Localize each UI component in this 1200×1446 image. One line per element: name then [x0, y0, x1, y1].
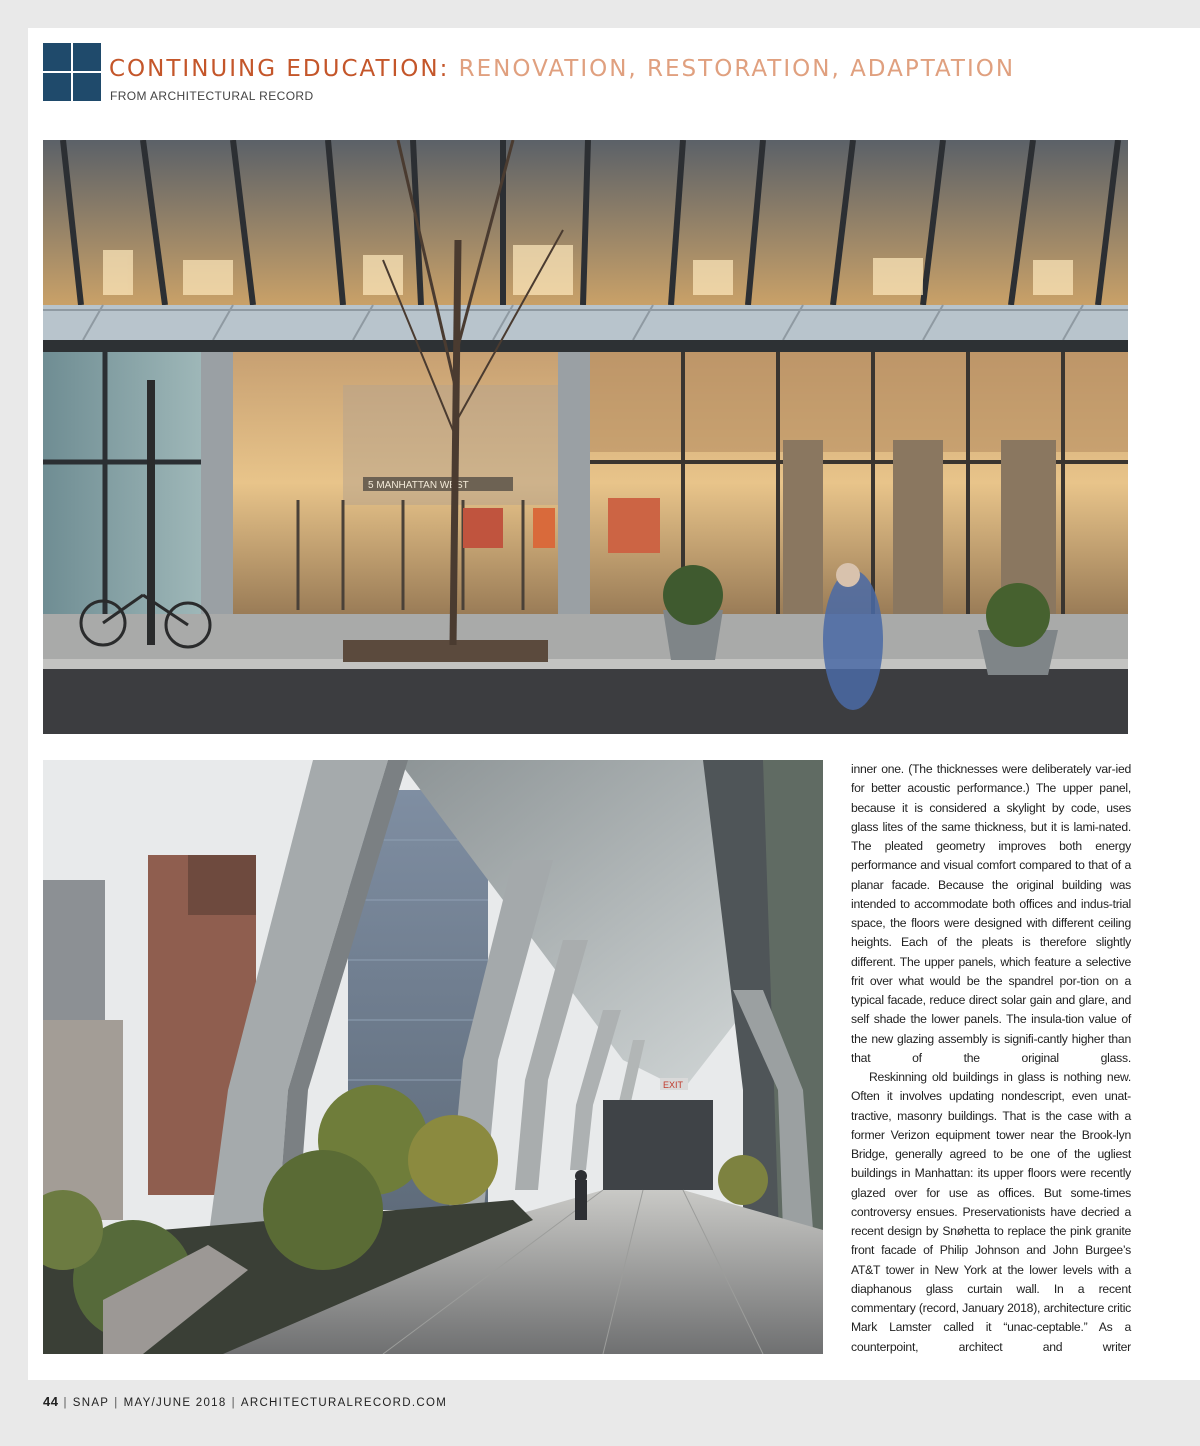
footer-website: ARCHITECTURALRECORD.COM	[240, 1397, 448, 1409]
article-paragraph: inner one. (The thicknesses were deliberately var-ied for better acoustic performance.) The upper panel, because it is considered a skylight by code, uses glass lites of the same thickness, but it is lami-nated. The pleated geometry improves both energy performance and visual comfort compared to that of a planar facade. Because the original building was intended to accommodate both offices and indus-trial space, the floors were designed with different ceiling heights. Each of the pleats is therefore slightly different. The upper panels, which feature a selective frit over what would be the spandrel por-tion on a typical facade, reduce direct solar gain and glare, and self shade the lower panels. The insula-tion value of the new glazing assembly is signifi-cantly higher than that of the original glass.	[851, 762, 1131, 1065]
section-logo-icon	[43, 43, 101, 101]
building-sign: 5 MANHATTAN WEST	[368, 480, 469, 491]
section-heading	[109, 56, 1015, 82]
footer-section: SNAP	[72, 1397, 110, 1409]
heading-topics: RENOVATION, RESTORATION, ADAPTATION	[458, 56, 1016, 82]
page-number: 44	[43, 1394, 59, 1409]
footer-issue: MAY/JUNE 2018	[123, 1397, 227, 1409]
exit-sign: EXIT	[663, 1080, 684, 1090]
page-footer: 44 | SNAP | MAY/JUNE 2018 | ARCHITECTURALRECORD.COM	[43, 1394, 448, 1409]
section-subtitle: FROM ARCHITECTURAL RECORD	[110, 89, 314, 103]
photo-building-entrance	[43, 140, 1128, 734]
heading-lead: CONTINUING EDUCATION:	[109, 56, 450, 82]
article-paragraph: Reskinning old buildings in glass is nothing new. Often it involves updating nondescript, even unat-tractive, masonry buildings. That is the case with a former Verizon equipment tower near the Brook-lyn Bridge, generally agreed to be one of the ugliest buildings in Manhattan: its upper floors were recently glazed over for use as offices. But some-times controversy ensues. Preservationists have decried a recent design by Snøhetta to replace the pink granite front facade of Philip Johnson and John Burgee’s AT&T tower in New York at the lower levels with a diaphanous glass curtain wall. In a recent commentary (record, January 2018), architecture critic Mark Lamster called it “unac-ceptable.” As a counterpoint, architect and writer	[851, 1070, 1131, 1354]
photo-covered-walkway	[43, 760, 823, 1354]
article-text-column	[851, 760, 1131, 1357]
